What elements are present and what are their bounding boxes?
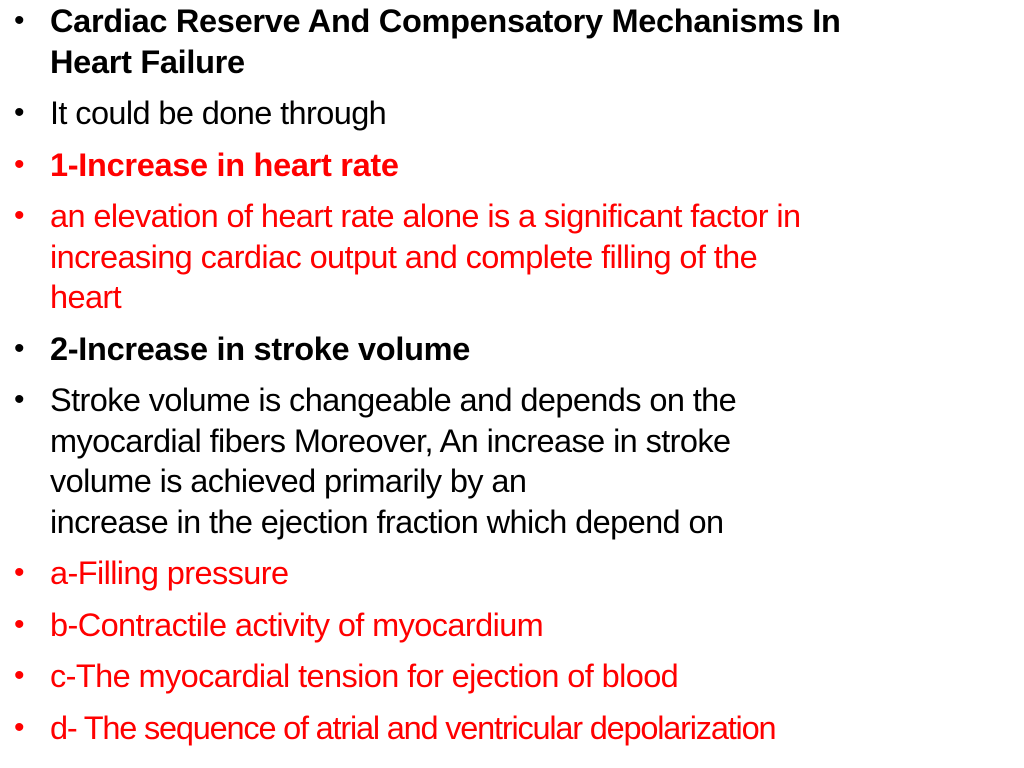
bullet-filling-pressure (14, 553, 1020, 594)
bullet-text: an elevation of heart rate alone is a significant factor in increasing cardiac output and complete filling of the heart (50, 198, 801, 315)
bullet-stroke-volume-detail (14, 380, 1020, 542)
bullet-text: 2-Increase in stroke volume (50, 330, 471, 367)
bullet-dot-icon: • (14, 383, 25, 416)
bullet-text: d- The sequence of atrial and ventricular depolarization (50, 709, 776, 746)
bullet-text: c-The myocardial tension for ejection of blood (50, 658, 679, 694)
bullet-text: Cardiac Reserve And Compensatory Mechanisms In Heart Failure (50, 3, 841, 80)
bullet-text: b-Contractile activity of myocardium (50, 606, 544, 643)
bullet-dot-icon: • (14, 556, 25, 589)
bullet-dot-icon: • (14, 96, 25, 129)
bullet-dot-icon: • (14, 4, 25, 37)
bullet-dot-icon: • (14, 710, 25, 744)
bullet-dot-icon: • (14, 607, 25, 641)
bullet-depolarization-sequence (14, 708, 1020, 749)
bullet-title (14, 1, 1020, 82)
bullet-text: 1-Increase in heart rate (50, 146, 399, 183)
bullet-text: Stroke volume is changeable and depends on the myocardial fibers Moreover, An increase in stroke volume is achieved primarily by an increase in the ejection fraction which depend on (50, 382, 737, 540)
bullet-dot-icon: • (14, 659, 25, 692)
bullet-dot-icon: • (14, 147, 25, 181)
bullet-heart-rate-heading (14, 145, 1020, 186)
bullet-myocardial-tension (14, 656, 1020, 697)
bullet-contractile-activity (14, 605, 1020, 646)
bullet-list (14, 1, 1020, 759)
bullet-dot-icon: • (14, 331, 25, 365)
bullet-stroke-volume-heading (14, 329, 1020, 370)
bullet-text: a-Filling pressure (50, 555, 289, 591)
bullet-text: It could be done through (50, 95, 387, 131)
bullet-dot-icon: • (14, 199, 25, 232)
bullet-heart-rate-detail (14, 196, 1020, 318)
bullet-intro (14, 93, 1020, 134)
